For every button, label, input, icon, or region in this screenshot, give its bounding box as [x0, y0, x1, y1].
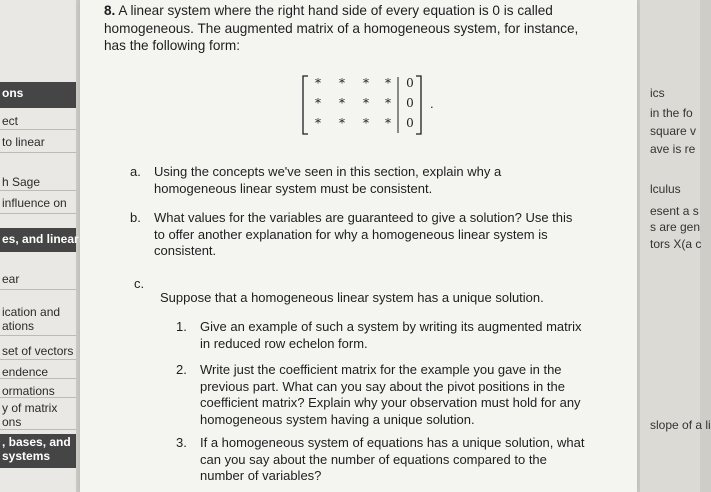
question-b-line-3: consistent. [154, 243, 217, 258]
sidebar-item-label: to linear [2, 135, 45, 149]
matrix-entry: * [315, 76, 321, 90]
question-c-2-line-3: coefficient matrix? Explain why your observation must hold for any [200, 395, 581, 410]
right-sidebar-text: ave is re [650, 142, 696, 156]
sidebar-item[interactable] [0, 400, 76, 430]
right-sidebar-text: slope of a li [650, 418, 711, 432]
sidebar-item[interactable] [0, 380, 76, 398]
sidebar-item[interactable] [0, 110, 76, 130]
matrix-entry: * [363, 116, 369, 130]
sidebar-item[interactable] [0, 304, 76, 336]
sidebar-item-label: ons [2, 86, 24, 100]
sidebar-item[interactable] [0, 340, 76, 360]
sidebar-item[interactable] [0, 192, 76, 214]
problem-number: 8. [104, 3, 116, 18]
sidebar-item-label: ear [2, 272, 20, 286]
sidebar-item-label: influence on [2, 196, 67, 210]
matrix-entry: * [363, 96, 369, 110]
matrix-entry: * [315, 96, 321, 110]
sidebar-item[interactable] [0, 228, 79, 252]
sidebar-item-label: ormations [2, 384, 55, 398]
right-sidebar-text: tors X(a c [650, 237, 702, 251]
matrix-entry: 0 [406, 96, 414, 110]
right-sidebar-text: esent a s [650, 204, 699, 218]
sidebar-item-label: ect [2, 114, 19, 128]
matrix-entry: 0 [406, 76, 414, 90]
left-sidebar-toc [0, 0, 79, 492]
sidebar-item-label: ication and [2, 305, 61, 319]
question-b-line-2: to offer another explanation for why a homogeneous linear system is [154, 226, 548, 242]
right-sidebar-text: s are gen [650, 220, 701, 234]
question-c-2-line-4: homogeneous system having a unique solution. [200, 411, 475, 427]
question-b-label: b. [130, 210, 141, 225]
problem-line-2: homogeneous. The augmented matrix of a homogeneous system, for instance, [104, 20, 579, 36]
sidebar-item[interactable] [0, 361, 76, 379]
problem-line-1: A linear system where the right hand side of every equation is 0 is called [118, 3, 553, 18]
question-a-line-1: Using the concepts we've seen in this section, explain why a [154, 164, 502, 179]
sidebar-item[interactable] [0, 171, 76, 191]
question-c-3-line-2: can you say about the number of equations compared to the [200, 451, 547, 467]
question-a-label: a. [130, 164, 141, 179]
sidebar-item-label: es, and linear [2, 232, 79, 246]
problem-statement [104, 2, 624, 55]
matrix-entry: * [385, 96, 391, 110]
problem-line-3: has the following form: [104, 38, 241, 53]
matrix-entry: * [363, 76, 369, 90]
augmented-matrix [302, 74, 434, 136]
sidebar-item[interactable] [0, 131, 76, 153]
matrix-entry: * [339, 116, 345, 130]
right-sidebar-text: square v [650, 124, 697, 138]
sidebar-item-label: , bases, and [2, 435, 71, 449]
sidebar-item-label: systems [2, 449, 51, 463]
matrix-entry: * [385, 76, 391, 90]
sidebar-item-label: set of vectors [2, 344, 74, 358]
right-sidebar [640, 0, 711, 492]
matrix-entry: * [339, 96, 345, 110]
question-c-3-label: 3. [176, 435, 187, 450]
question-c-3-line-1: If a homogeneous system of equations has a unique solution, what [200, 435, 585, 450]
question-c-1-label: 1. [176, 319, 187, 334]
matrix-entry: * [339, 76, 345, 90]
question-c-1-line-1: Give an example of such a system by writing its augmented matrix [200, 319, 582, 334]
question-c-2-line-1: Write just the coefficient matrix for the example you gave in the [200, 362, 562, 377]
sidebar-item[interactable] [0, 434, 76, 468]
sidebar-item[interactable] [0, 268, 76, 290]
question-b-line-1: What values for the variables are guaranteed to give a solution? Use this [154, 210, 573, 225]
question-c-label: c. [134, 276, 145, 291]
matrix-period: . [430, 96, 434, 111]
sidebar-item-label: endence [2, 365, 49, 379]
textbook-page [80, 0, 637, 492]
question-c-intro: Suppose that a homogeneous linear system has a unique solution. [160, 290, 544, 305]
right-sidebar-text: ics [650, 86, 665, 100]
sidebar-item-label: ons [2, 415, 22, 429]
sidebar-item-label: ations [2, 319, 35, 333]
matrix-entry: 0 [406, 116, 414, 130]
question-c-2-label: 2. [176, 362, 187, 377]
sidebar-item-label: h Sage [2, 175, 41, 189]
right-sidebar-text: in the fo [650, 106, 693, 120]
question-c-1-line-2: in reduced row echelon form. [200, 335, 368, 351]
sidebar-item-label: y of matrix [2, 401, 58, 415]
question-a-line-2: homogeneous linear system must be consistent. [154, 180, 433, 196]
matrix-entry: * [385, 116, 391, 130]
sidebar-item[interactable] [0, 82, 76, 108]
matrix-entry: * [315, 116, 321, 130]
right-sidebar-text: lculus [650, 182, 681, 196]
question-c-2-line-2: previous part. What can you say about the pivot positions in the [200, 378, 565, 394]
question-c-3-line-3: number of variables? [200, 468, 322, 483]
